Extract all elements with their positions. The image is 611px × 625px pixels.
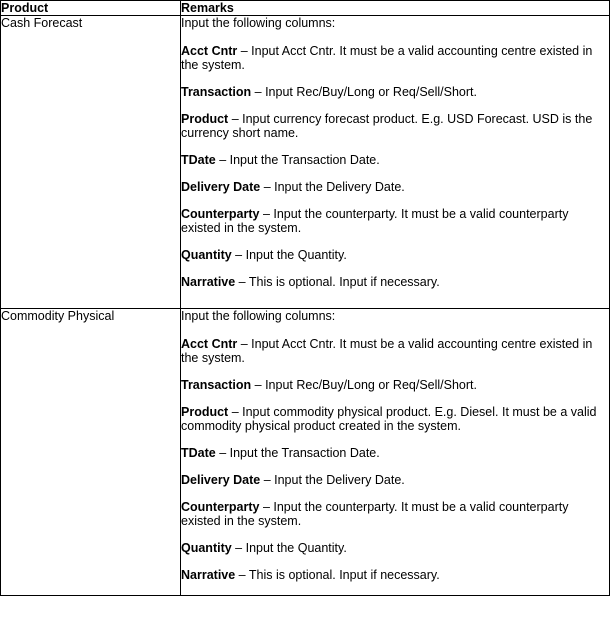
remark-item-narrative [181,275,609,289]
header-remarks: Remarks [181,1,610,16]
remark-desc: – Input the Quantity. [231,541,347,555]
remark-term: TDate [181,153,216,167]
remarks-cell [181,16,610,309]
remark-desc: – Input the counterparty. It must be a valid counterparty existed in the system. [181,500,569,528]
remark-term: Narrative [181,568,236,582]
remark-term: Acct Cntr [181,44,238,58]
remark-term: Quantity [181,541,232,555]
product-cell: Commodity Physical [1,309,181,596]
remark-desc: – Input Acct Cntr. It must be a valid accounting centre existed in the system. [181,44,593,72]
remark-term: Delivery Date [181,180,261,194]
remark-term: Product [181,112,229,126]
remark-term: Quantity [181,248,232,262]
remark-term: Transaction [181,85,252,99]
remarks-intro: Input the following columns: [181,16,336,30]
header-row [1,1,610,16]
remark-item-counterparty [181,500,609,528]
remark-item-counterparty [181,207,609,235]
remark-desc: – Input the Transaction Date. [215,153,380,167]
remark-term: Acct Cntr [181,337,238,351]
remark-term: Counterparty [181,500,260,514]
remark-term: Narrative [181,275,236,289]
remark-item-transaction [181,378,609,392]
remark-desc: – Input currency forecast product. E.g. USD Forecast. USD is the currency short name. [181,112,593,140]
remark-desc: – Input Rec/Buy/Long or Req/Sell/Short. [251,378,477,392]
remark-item-quantity [181,248,609,262]
remark-item-product [181,405,609,433]
remark-term: TDate [181,446,216,460]
remark-desc: – This is optional. Input if necessary. [235,275,440,289]
remark-desc: – Input the Delivery Date. [260,473,405,487]
remark-item-delivery-date [181,180,609,194]
remarks-cell [181,309,610,596]
header-product: Product [1,1,181,16]
remark-item-narrative [181,568,609,582]
remark-item-tdate [181,153,609,167]
remark-term: Counterparty [181,207,260,221]
remark-desc: – This is optional. Input if necessary. [235,568,440,582]
remark-item-tdate [181,446,609,460]
remark-item-delivery-date [181,473,609,487]
table-row-commodity-physical [1,309,610,596]
remark-term: Product [181,405,229,419]
remark-desc: – Input commodity physical product. E.g. Diesel. It must be a valid commodity physical product created in the system. [181,405,597,433]
remark-term: Delivery Date [181,473,261,487]
remark-desc: – Input Rec/Buy/Long or Req/Sell/Short. [251,85,477,99]
remarks-intro: Input the following columns: [181,309,336,323]
remark-item-transaction [181,85,609,99]
remark-item-product [181,112,609,140]
remark-item-acct-cntr [181,44,609,72]
remark-desc: – Input the Transaction Date. [215,446,380,460]
remark-desc: – Input the counterparty. It must be a valid counterparty existed in the system. [181,207,569,235]
product-cell: Cash Forecast [1,16,181,309]
remark-desc: – Input the Delivery Date. [260,180,405,194]
remark-desc: – Input the Quantity. [231,248,347,262]
remark-term: Transaction [181,378,252,392]
remark-desc: – Input Acct Cntr. It must be a valid accounting centre existed in the system. [181,337,593,365]
remark-item-acct-cntr [181,337,609,365]
remark-item-quantity [181,541,609,555]
table-row-cash-forecast [1,16,610,309]
